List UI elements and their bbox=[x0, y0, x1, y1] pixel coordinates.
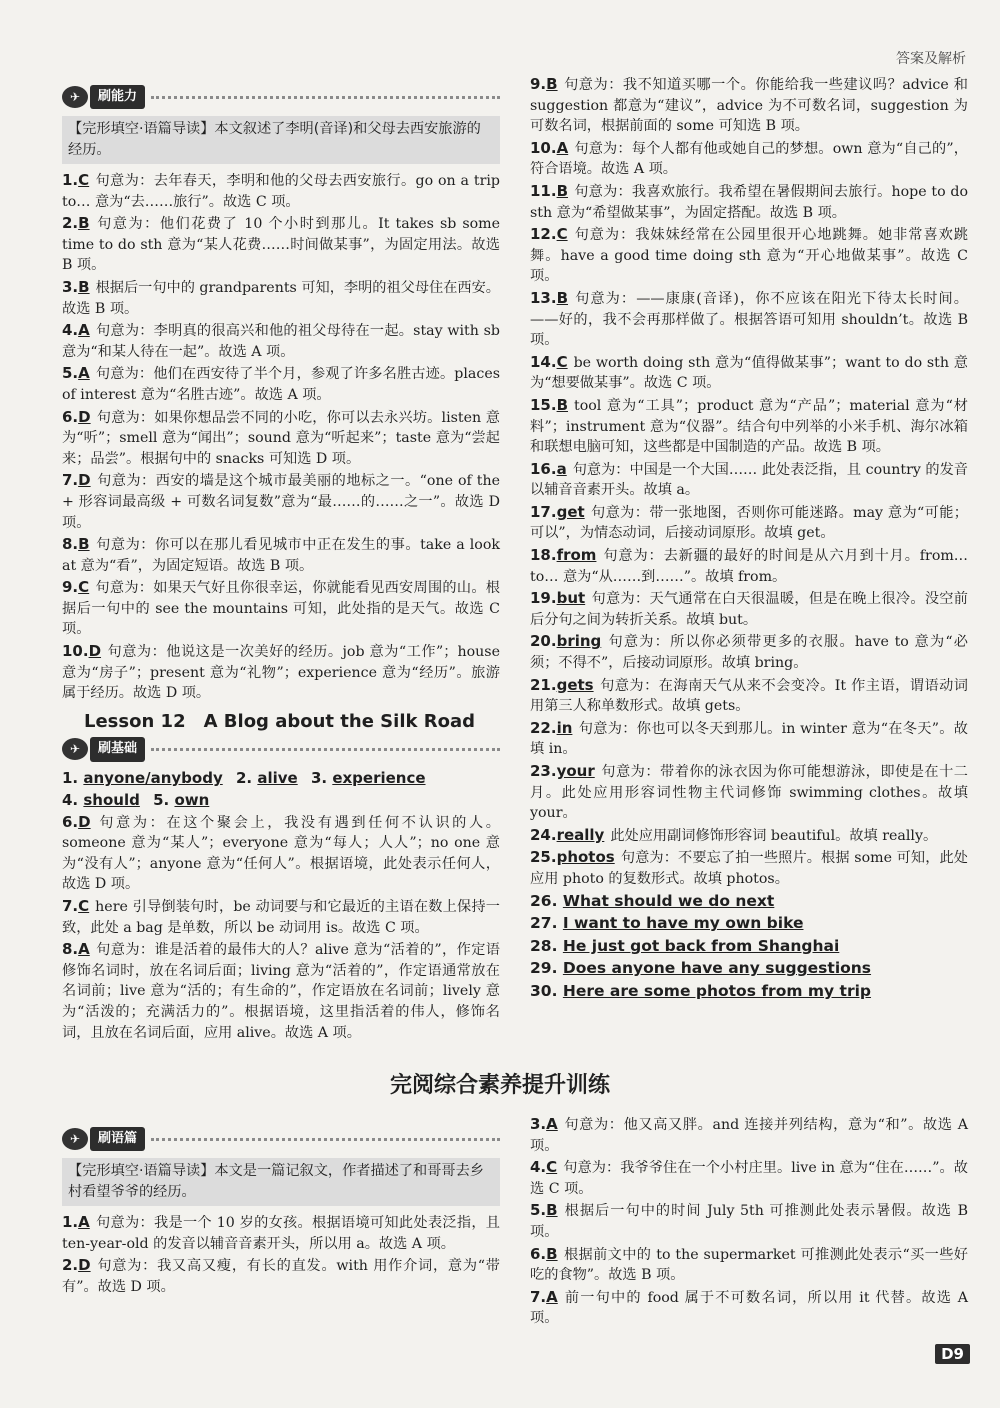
section-label: 刷基础 bbox=[90, 737, 145, 762]
answer-item: 14.C be worth doing sth 意为“值得做某事”；want to do sth 意为“想要做某事”。故选 C 项。 bbox=[530, 352, 968, 392]
reading-guide: 【完形填空·语篇导读】本文叙述了李明(音译)和父母去西安旅游的经历。 bbox=[62, 116, 500, 164]
answer-item: 23.your 句意为：带着你的泳衣因为你可能想游泳，即使是在十二月。此处应用形容词性物主代词修饰 swimming clothes。故填 your。 bbox=[530, 762, 968, 822]
answer-item: 3.A 句意为：他又高又胖。and 连接并列结构，意为“和”。故选 A 项。 bbox=[530, 1115, 968, 1154]
answer-item: 5.A 句意为：他们在西安待了半个月，参观了许多名胜古迹。places of interest 意为“名胜古迹”。故选 A 项。 bbox=[62, 364, 500, 403]
answer-item: 18.from 句意为：去新疆的最好的时间是从六月到十月。from… to… 意为“从……到……”。故填 from。 bbox=[530, 546, 968, 585]
answer-item: 6.D 句意为：如果你想品尝不同的小吃，你可以去永兴坊。listen 意为“听”；smell 意为“闻出”；sound 意为“听起来”；taste 意为“尝起来；品尝”。根据句中的 snacks 可知选 D 项。 bbox=[62, 407, 500, 467]
answers-list-2 bbox=[62, 812, 500, 1044]
answer-item: 8.B 句意为：你可以在那儿看见城市中正在发生的事。take a look at 意为“看”，为固定短语。故选 B 项。 bbox=[62, 535, 500, 574]
bottom-left-column bbox=[62, 1124, 500, 1298]
answer-item: 22.in 句意为：你也可以冬天到那儿。in winter 意为“在冬天”。故填 in。 bbox=[530, 718, 968, 758]
header-title: 答案及解析 bbox=[896, 51, 966, 67]
answer-item: 16.a 句意为：中国是一个大国…… 此处表泛指，且 country 的发音以辅音音素开头。故填 a。 bbox=[530, 459, 968, 499]
answer-item: 25.photos 句意为：不要忘了拍一些照片。根据 some 可知，此处应用 photo 的复数形式。故填 photos。 bbox=[530, 848, 968, 887]
fill-answers-line: 4. should 5. own bbox=[62, 791, 210, 810]
answer-item: 3.B 根据后一句中的 grandparents 可知，李明的祖父母住在西安。故选 B 项。 bbox=[62, 277, 500, 317]
answer-item: 17.get 句意为：带一张地图，否则你可能迷路。may 意为“可能；可以”，为情态动词，后接动词原形。故填 get。 bbox=[530, 502, 968, 542]
answer-item: 13.B 句意为：——康康(音译)，你不应该在阳光下待太长时间。——好的，我不会再那样做了。根据答语可知用 shouldn’t。故选 B 项。 bbox=[530, 288, 968, 349]
answer-item: 4.A 句意为：李明真的很高兴和他的祖父母待在一起。stay with sb 意为“和某人待在一起”。故选 A 项。 bbox=[62, 321, 500, 360]
answer-item: 2.D 句意为：我又高又瘦，有长的直发。with 用作介词，意为“带有”。故选 D 项。 bbox=[62, 1256, 500, 1295]
sentence-answer: 30. Here are some photos from my trip bbox=[530, 981, 872, 1000]
answer-item: 7.A 前一句中的 food 属于不可数名词，所以用 it 代替。故选 A 项。 bbox=[530, 1287, 968, 1327]
answer-item: 7.C here 引导倒装句时，be 动词要与和它最近的主语在数上保持一致，此处 a bag 是单数，所以 be 动词用 is。故选 C 项。 bbox=[62, 897, 500, 936]
sentence-answers bbox=[530, 891, 968, 1002]
answer-item: 15.B tool 意为“工具”；product 意为“产品”；material 意为“材料”；instrument 意为“仪器”。结合句中列举的小米手机、海尔冰箱和联想电脑可知，这些都是中国制造的产品。故选 B 项。 bbox=[530, 395, 968, 456]
dotted-divider bbox=[151, 747, 500, 751]
answer-item: 5.B 根据后一句中的时间 July 5th 可推测此处表示暑假。故选 B 项。 bbox=[530, 1201, 968, 1240]
answer-item: 8.A 句意为：谁是活着的最伟大的人？alive 意为“活着的”，作定语修饰名词时，放在名词后面；living 意为“活着的”，作定语通常放在名词前；live 意为“活的；有生命的”，作定语放在名词前；lively 意为“活泼的；充满活力的”。根据语境，这里指活着的伟人，修饰名词，且放在名词后面，应用 alive。故选 A 项。 bbox=[62, 940, 500, 1041]
answer-item: 9.B 句意为：我不知道买哪一个。你能给我一些建议吗？advice 和 suggestion 都意为“建议”，advice 为不可数名词，suggestion 为可数名词，根据前面的 some 可知选 B 项。 bbox=[530, 75, 968, 135]
answer-item: 12.C 句意为：我妹妹经常在公园里很开心地跳舞。她非常喜欢跳舞。have a good time doing sth 意为“开心地做某事”。故选 C 项。 bbox=[530, 225, 968, 285]
answer-item: 20.bring 句意为：所以你必须带更多的衣服。have to 意为“必须；不得不”，后接动词原形。故填 bring。 bbox=[530, 632, 968, 672]
answer-item: 10.D 句意为：他说这是一次美好的经历。job 意为“工作”；house 意为“房子”；present 意为“礼物”；experience 意为“经历”。旅游属于经历。故选 D 项。 bbox=[62, 642, 500, 702]
sentence-answer: 27. I want to have my own bike bbox=[530, 914, 804, 933]
answer-item: 4.C 句意为：我爷爷住在一个小村庄里。live in 意为“住在……”。故选 C 项。 bbox=[530, 1158, 968, 1197]
answer-item: 6.D 句意为：在这个聚会上，我没有遇到任何不认识的人。someone 意为“某人”；everyone 意为“每人；人人”；no one 意为“没有人”；anyone 意为“任何人”。根据语境，此处表示任何人，故选 D 项。 bbox=[62, 812, 500, 893]
answer-item: 2.B 句意为：他们花费了 10 个小时到那儿。It takes sb some time to do sth 意为“某人花费……时间做某事”，为固定用法。故选 B 项。 bbox=[62, 214, 500, 274]
answer-item: 1.A 句意为：我是一个 10 岁的女孩。根据语境可知此处表泛指，且 ten-year-old 的发音以辅音音素开头，所以用 a。故选 A 项。 bbox=[62, 1213, 500, 1252]
sentence-answer: 28. He just got back from Shanghai bbox=[530, 936, 840, 955]
fill-answers-line: 1. anyone/anybody 2. alive 3. experience bbox=[62, 769, 426, 788]
answer-item: 6.B 根据前文中的 to the supermarket 可推测此处表示“买一些好吃的食物”。故选 B 项。 bbox=[530, 1244, 968, 1284]
right-column bbox=[530, 74, 968, 1004]
section-header-nengli bbox=[62, 82, 500, 112]
answer-item: 19.but 句意为：天气通常在白天很温暖，但是在晚上很冷。没空前后分句之间为转折关系。故填 but。 bbox=[530, 589, 968, 628]
section-header-jichu bbox=[62, 734, 500, 764]
page-number: D9 bbox=[935, 1344, 970, 1364]
dotted-divider bbox=[151, 95, 500, 99]
sentence-answer: 26. What should we do next bbox=[530, 891, 775, 910]
section-header-yupian bbox=[62, 1124, 500, 1154]
answer-item: 7.D 句意为：西安的墙是这个城市最美丽的地标之一。“one of the + 形容词最高级 + 可数名词复数”意为“最……的……之一”。故选 D 项。 bbox=[62, 471, 500, 531]
answer-item: 11.B 句意为：我喜欢旅行。我希望在暑假期间去旅行。hope to do sth 意为“希望做某事”，为固定搭配。故选 B 项。 bbox=[530, 181, 968, 221]
answers-list-1 bbox=[62, 170, 500, 704]
bottom-right-column bbox=[530, 1114, 968, 1330]
answer-item: 1.C 句意为：去年春天，李明和他的父母去西安旅行。go on a trip to… 意为“去……旅行”。故选 C 项。 bbox=[62, 171, 500, 210]
rocket-icon: ✈ bbox=[62, 1128, 88, 1150]
section-title: 完阅综合素养提升训练 bbox=[389, 1073, 610, 1098]
answer-item: 21.gets 句意为：在海南天气从来不会变冷。It 作主语，谓语动词用第三人称单数形式。故填 gets。 bbox=[530, 675, 968, 715]
rocket-icon: ✈ bbox=[62, 86, 88, 108]
left-column bbox=[62, 82, 500, 1044]
sentence-answer: 29. Does anyone have any suggestions bbox=[530, 959, 872, 978]
rocket-icon: ✈ bbox=[62, 738, 88, 760]
answer-item: 10.A 句意为：每个人都有他或她自己的梦想。own 意为“自己的”，符合语境。故选 A 项。 bbox=[530, 138, 968, 178]
answer-item: 9.C 句意为：如果天气好且你很幸运，你就能看见西安周围的山。根据后一句中的 see the mountains 可知，此处指的是天气。故选 C 项。 bbox=[62, 578, 500, 638]
dotted-divider bbox=[151, 1137, 500, 1141]
reading-guide: 【完形填空·语篇导读】本文是一篇记叙文，作者描述了和哥哥去乡村看望爷爷的经历。 bbox=[62, 1158, 500, 1206]
answer-item: 24.really 此处应用副词修饰形容词 beautiful。故填 really。 bbox=[530, 825, 938, 844]
section-label: 刷能力 bbox=[90, 85, 145, 110]
section-label: 刷语篇 bbox=[90, 1127, 145, 1152]
lesson-title: Lesson 12 A Blog about the Silk Road bbox=[84, 710, 475, 732]
